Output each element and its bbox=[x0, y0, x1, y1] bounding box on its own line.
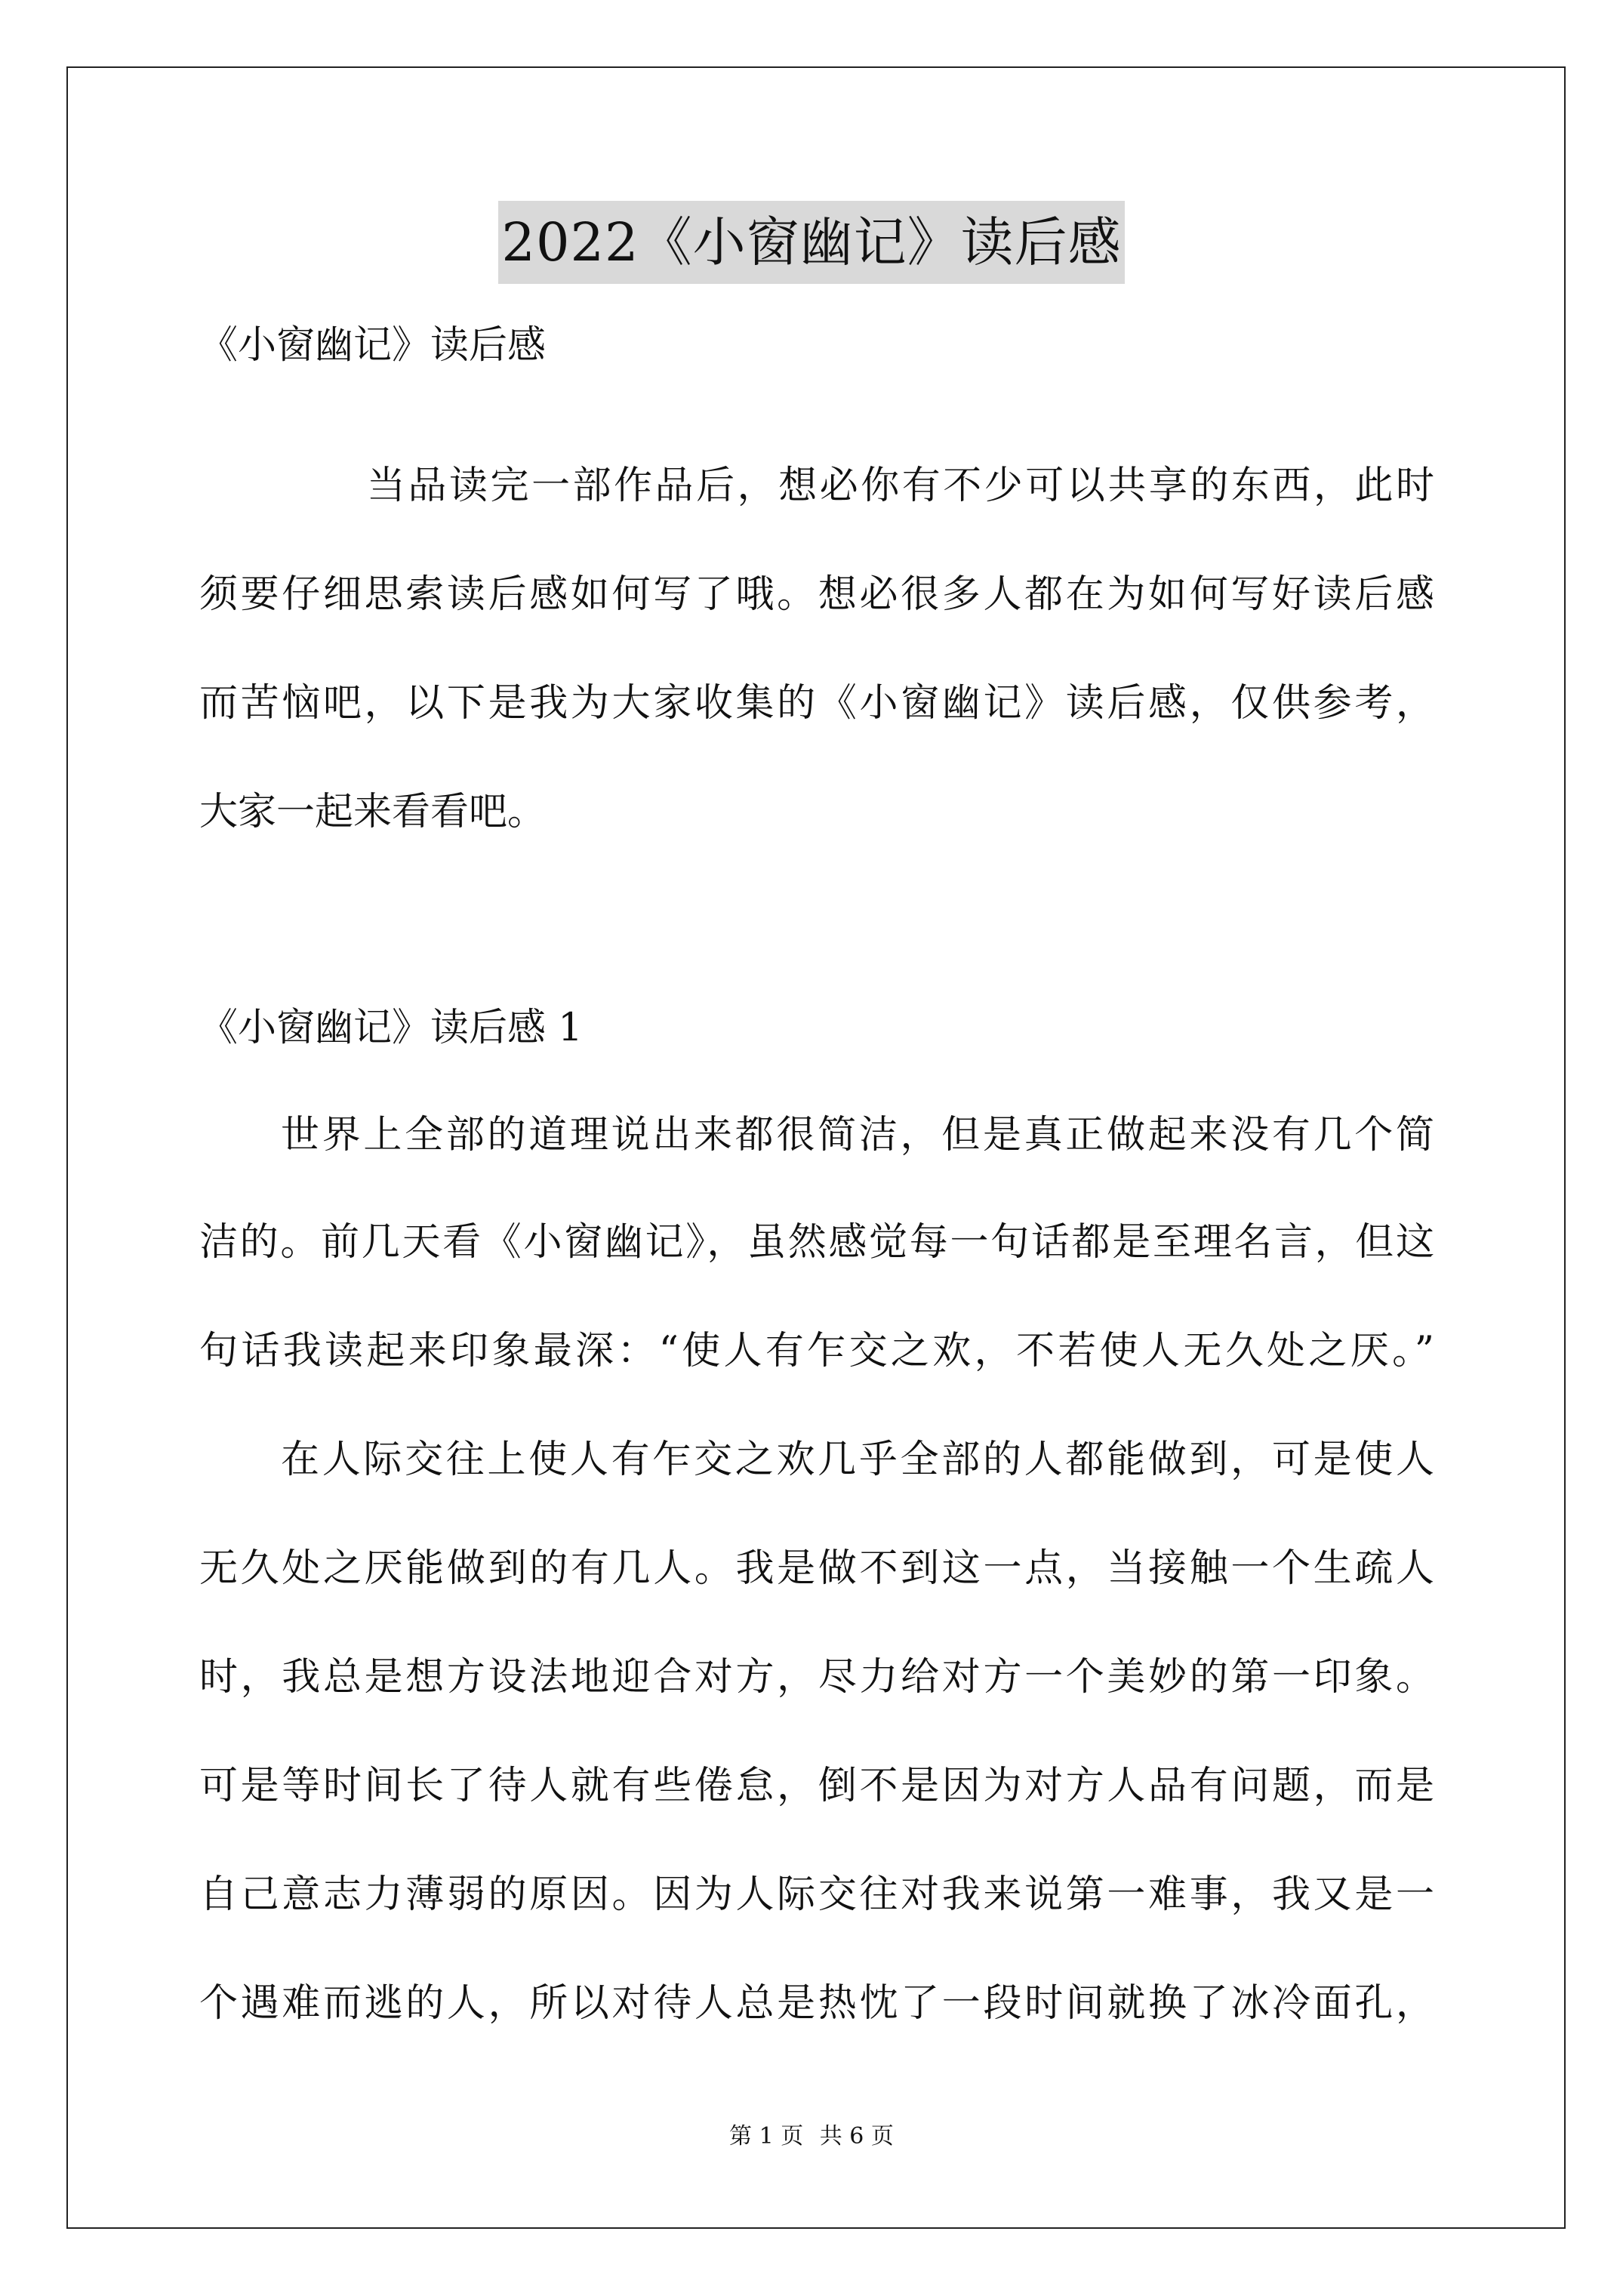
paragraph-line: 时，我总是想方设法地迎合对方，尽力给对方一个美妙的第一印象。 bbox=[199, 1655, 1434, 1700]
paragraph-line: 洁的。前几天看《小窗幽记》，虽然感觉每一句话都是至理名言，但这 bbox=[199, 1220, 1434, 1265]
paragraph-line: 自己意志力薄弱的原因。因为人际交往对我来说第一难事，我又是一 bbox=[199, 1872, 1434, 1917]
paragraph-line: 无久处之厌能做到的有几人。我是做不到这一点，当接触一个生疏人 bbox=[199, 1546, 1434, 1591]
intro-line: 须要仔细思索读后感如何写了哦。想必很多人都在为如何写好读后感 bbox=[199, 572, 1434, 617]
paragraph-line: 世界上全部的道理说出来都很简洁，但是真正做起来没有几个简 bbox=[281, 1113, 1434, 1157]
intro-line: 而苦恼吧，以下是我为大家收集的《小窗幽记》读后感，仅供参考， bbox=[199, 681, 1434, 726]
title-wrap bbox=[0, 201, 1623, 284]
paragraph-line: 个遇难而逃的人，所以对待人总是热忱了一段时间就换了冰冷面孔， bbox=[199, 1981, 1434, 2026]
paragraph-line: 在人际交往上使人有乍交之欢几乎全部的人都能做到，可是使人 bbox=[281, 1438, 1434, 1482]
intro-line: 当品读完一部作品后，想必你有不少可以共享的东西，此时 bbox=[367, 464, 1434, 508]
intro-line: 大家一起来看看吧。 bbox=[199, 790, 547, 834]
page-number: 第 1 页 bbox=[729, 2123, 804, 2150]
paragraph-line: 句话我读起来印象最深：“使人有乍交之欢，不若使人无久处之厌。” bbox=[199, 1329, 1434, 1373]
page-footer bbox=[0, 2122, 1623, 2152]
paragraph-line: 可是等时间长了待人就有些倦怠，倒不是因为对方人品有问题，而是 bbox=[199, 1764, 1434, 1808]
page-total: 共 6 页 bbox=[819, 2123, 894, 2150]
section-heading: 《小窗幽记》读后感 1 bbox=[199, 1006, 583, 1050]
intro-heading: 《小窗幽记》读后感 bbox=[199, 323, 547, 368]
document-title: 2022《小窗幽记》读后感 bbox=[498, 201, 1124, 284]
